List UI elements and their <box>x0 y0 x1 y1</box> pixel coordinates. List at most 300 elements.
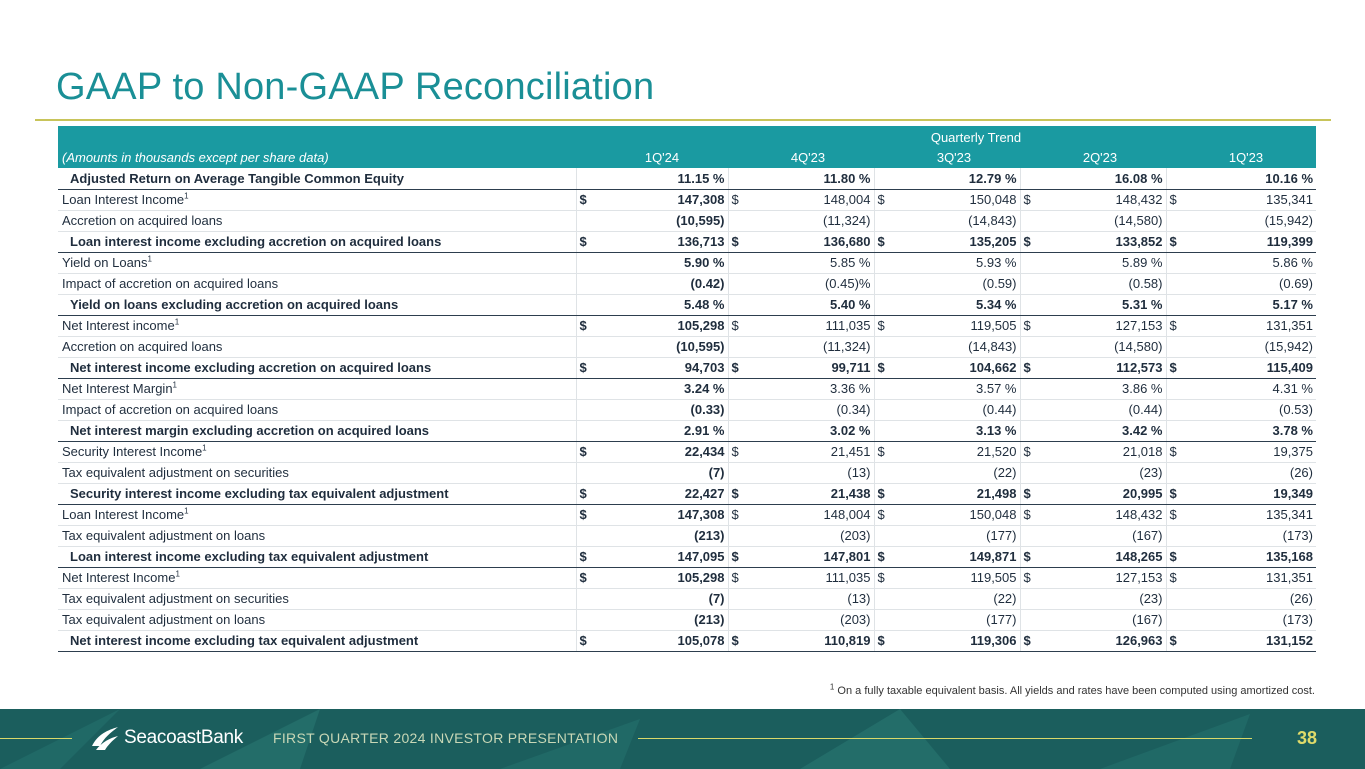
row-label-text: Net Interest Margin <box>62 381 173 396</box>
cell-value: (0.34) <box>836 402 871 417</box>
row-label-text: Accretion on acquired loans <box>62 339 223 354</box>
cell-value: 3.36 % <box>830 381 871 396</box>
cell-value: 147,308 <box>677 192 725 207</box>
value-cell <box>874 567 1020 588</box>
cell-value: 19,375 <box>1273 444 1313 459</box>
currency-symbol <box>878 171 890 186</box>
cell-value: 148,004 <box>823 507 871 522</box>
currency-symbol <box>580 276 592 291</box>
currency-symbol: $ <box>877 507 885 522</box>
value-cell <box>1020 567 1166 588</box>
cell-value: 110,819 <box>824 633 871 648</box>
value-cell <box>874 420 1020 441</box>
value-cell <box>576 252 728 273</box>
value-cell <box>1166 294 1316 315</box>
currency-symbol: $ <box>877 633 885 648</box>
currency-symbol: $ <box>1169 318 1177 333</box>
cell-value: (14,843) <box>968 339 1017 354</box>
value-cell <box>874 189 1020 210</box>
value-cell <box>1166 630 1316 651</box>
cell-value: 20,995 <box>1122 486 1163 501</box>
currency-symbol: $ <box>579 570 587 585</box>
cell-value: (7) <box>708 465 725 480</box>
currency-symbol: $ <box>1023 549 1031 564</box>
currency-symbol: $ <box>731 360 739 375</box>
value-cell <box>1020 252 1166 273</box>
cell-value: 149,871 <box>969 549 1017 564</box>
table-row <box>58 525 1316 546</box>
cell-value: (0.44) <box>982 402 1017 417</box>
value-cell <box>1020 462 1166 483</box>
value-cell <box>728 630 874 651</box>
value-cell <box>1166 462 1316 483</box>
table-row <box>58 504 1316 525</box>
value-cell <box>874 588 1020 609</box>
value-cell <box>728 609 874 630</box>
row-label <box>58 504 576 525</box>
row-label-text: Tax equivalent adjustment on loans <box>62 612 266 627</box>
cell-value: (10,595) <box>676 213 725 228</box>
value-cell <box>728 525 874 546</box>
cell-value: (167) <box>1132 612 1163 627</box>
value-cell <box>874 336 1020 357</box>
currency-symbol <box>878 591 890 606</box>
cell-value: 21,018 <box>1122 444 1163 459</box>
cell-value: 135,341 <box>1266 192 1313 207</box>
cell-value: (173) <box>1282 612 1313 627</box>
value-cell <box>576 168 728 189</box>
currency-symbol <box>580 255 592 270</box>
footnote-ref: 1 <box>202 443 207 453</box>
value-cell <box>874 399 1020 420</box>
value-cell <box>1020 357 1166 378</box>
footnote <box>829 682 1315 697</box>
value-cell <box>874 525 1020 546</box>
currency-symbol: $ <box>1023 486 1031 501</box>
currency-symbol <box>580 171 592 186</box>
value-cell <box>576 609 728 630</box>
value-cell <box>728 567 874 588</box>
cell-value: 131,351 <box>1266 318 1313 333</box>
row-label-text: Impact of accretion on acquired loans <box>62 276 279 291</box>
cell-value: 11.80 % <box>823 170 871 186</box>
cell-value: 135,341 <box>1266 507 1313 522</box>
cell-value: (167) <box>1132 528 1163 543</box>
cell-value: 94,703 <box>684 360 725 375</box>
currency-symbol: $ <box>1023 318 1031 333</box>
cell-value: (13) <box>847 465 871 480</box>
cell-value: (203) <box>840 612 871 627</box>
currency-symbol <box>732 339 744 354</box>
cell-value: 19,349 <box>1273 486 1313 501</box>
cell-value: 10.16 % <box>1265 170 1313 186</box>
currency-symbol <box>1024 297 1036 312</box>
value-cell <box>728 273 874 294</box>
value-cell <box>728 252 874 273</box>
value-cell <box>728 315 874 336</box>
row-label <box>58 378 576 399</box>
value-cell <box>1020 273 1166 294</box>
cell-value: (0.42) <box>690 276 725 291</box>
currency-symbol <box>1170 339 1182 354</box>
cell-value: 119,505 <box>970 570 1017 585</box>
table-row <box>58 588 1316 609</box>
currency-symbol <box>732 381 744 396</box>
seacoast-logo <box>90 723 243 753</box>
row-label <box>58 231 576 252</box>
row-label-text: Security Interest Income <box>62 444 203 459</box>
value-cell <box>728 399 874 420</box>
value-cell <box>1020 378 1166 399</box>
cell-value: 147,308 <box>677 507 725 522</box>
value-cell <box>1166 273 1316 294</box>
value-cell <box>576 441 728 462</box>
table-row <box>58 399 1316 420</box>
row-label-text: Yield on loans excluding accretion on acquired loans <box>70 297 399 312</box>
currency-symbol <box>878 255 890 270</box>
currency-symbol <box>732 591 744 606</box>
table-row <box>58 546 1316 567</box>
currency-symbol: $ <box>731 192 739 207</box>
value-cell <box>576 294 728 315</box>
currency-symbol <box>580 339 592 354</box>
currency-symbol: $ <box>731 570 739 585</box>
cell-value: (22) <box>993 465 1017 480</box>
value-cell <box>1166 504 1316 525</box>
value-cell <box>1166 252 1316 273</box>
value-cell <box>874 252 1020 273</box>
table-row <box>58 168 1316 189</box>
currency-symbol: $ <box>877 570 885 585</box>
table-row <box>58 462 1316 483</box>
currency-symbol <box>878 339 890 354</box>
cell-value: 119,306 <box>970 633 1017 648</box>
currency-symbol: $ <box>579 549 587 564</box>
table-row <box>58 483 1316 504</box>
currency-symbol <box>580 423 592 438</box>
row-label-text: Net interest income excluding tax equivalent adjustment <box>70 633 419 648</box>
cell-value: 148,265 <box>1115 549 1163 564</box>
row-label-text: Loan Interest Income <box>62 507 185 522</box>
cell-value: 133,852 <box>1115 234 1163 249</box>
currency-symbol: $ <box>1023 192 1031 207</box>
value-cell <box>1166 609 1316 630</box>
currency-symbol <box>732 255 744 270</box>
table-row <box>58 630 1316 651</box>
page-title: GAAP to Non-GAAP Reconciliation <box>56 66 655 108</box>
row-label-text: Impact of accretion on acquired loans <box>62 402 279 417</box>
row-label-text: Net interest income excluding accretion on acquired loans <box>70 360 432 375</box>
currency-symbol <box>1170 423 1182 438</box>
cell-value: 150,048 <box>969 192 1017 207</box>
currency-symbol <box>1024 381 1036 396</box>
data-table <box>58 168 1316 652</box>
cell-value: (10,595) <box>676 339 725 354</box>
value-cell <box>728 210 874 231</box>
value-cell <box>728 441 874 462</box>
row-label-text: Security interest income excluding tax equivalent adjustment <box>70 486 449 501</box>
value-cell <box>874 273 1020 294</box>
cell-value: 16.08 % <box>1114 170 1163 186</box>
cell-value: 111,035 <box>825 570 871 585</box>
table-row <box>58 273 1316 294</box>
table-row <box>58 441 1316 462</box>
units-note: (Amounts in thousands except per share data) <box>62 150 329 165</box>
cell-value: (14,580) <box>1114 213 1163 228</box>
value-cell <box>576 315 728 336</box>
currency-symbol <box>1024 213 1036 228</box>
currency-symbol: $ <box>731 234 739 249</box>
row-label <box>58 294 576 315</box>
currency-symbol: $ <box>1169 570 1177 585</box>
footer-rule-left <box>0 738 72 739</box>
seacoast-wave-icon <box>90 724 120 752</box>
currency-symbol <box>732 528 744 543</box>
cell-value: 22,434 <box>684 444 725 459</box>
value-cell <box>1020 588 1166 609</box>
row-label <box>58 483 576 504</box>
currency-symbol: $ <box>1023 507 1031 522</box>
title-divider <box>35 119 1331 121</box>
currency-symbol: $ <box>877 192 885 207</box>
cell-value: 148,432 <box>1115 507 1163 522</box>
currency-symbol: $ <box>579 192 587 207</box>
column-header: 3Q'23 <box>936 150 972 165</box>
cell-value: 5.93 % <box>976 255 1017 270</box>
currency-symbol: $ <box>1023 570 1031 585</box>
row-label <box>58 546 576 567</box>
currency-symbol <box>580 297 592 312</box>
currency-symbol: $ <box>579 360 587 375</box>
row-label-text: Tax equivalent adjustment on securities <box>62 591 289 606</box>
cell-value: 131,152 <box>1266 633 1313 648</box>
currency-symbol <box>1170 276 1182 291</box>
value-cell <box>1166 336 1316 357</box>
cell-value: (203) <box>840 528 871 543</box>
currency-symbol <box>1024 255 1036 270</box>
row-label-text: Net interest margin excluding accretion on acquired loans <box>70 423 430 438</box>
currency-symbol: $ <box>731 507 739 522</box>
table-body <box>58 168 1316 651</box>
footnote-ref: 1 <box>172 380 177 390</box>
row-label-text: Loan interest income excluding accretion on acquired loans <box>70 234 442 249</box>
cell-value: 21,438 <box>830 486 871 501</box>
value-cell <box>576 525 728 546</box>
cell-value: 3.24 % <box>684 381 725 396</box>
value-cell <box>576 462 728 483</box>
value-cell <box>874 231 1020 252</box>
value-cell <box>874 504 1020 525</box>
row-label <box>58 357 576 378</box>
currency-symbol <box>878 465 890 480</box>
cell-value: (213) <box>694 528 725 543</box>
cell-value: (0.53) <box>1279 402 1313 417</box>
table-row <box>58 231 1316 252</box>
row-label <box>58 399 576 420</box>
currency-symbol <box>580 591 592 606</box>
currency-symbol: $ <box>1169 444 1177 459</box>
currency-symbol: $ <box>579 318 587 333</box>
value-cell <box>874 441 1020 462</box>
column-header: 1Q'23 <box>1228 150 1264 165</box>
currency-symbol: $ <box>731 318 739 333</box>
table-row <box>58 252 1316 273</box>
row-label <box>58 441 576 462</box>
table-row <box>58 357 1316 378</box>
footnote-ref: 1 <box>184 506 189 516</box>
row-label <box>58 210 576 231</box>
cell-value: 3.86 % <box>1122 381 1163 396</box>
value-cell <box>576 231 728 252</box>
value-cell <box>1166 189 1316 210</box>
table-row <box>58 567 1316 588</box>
cell-value: 3.57 % <box>976 381 1017 396</box>
value-cell <box>576 273 728 294</box>
cell-value: 5.89 % <box>1122 255 1163 270</box>
currency-symbol <box>1170 612 1182 627</box>
currency-symbol <box>732 612 744 627</box>
currency-symbol: $ <box>1023 633 1031 648</box>
cell-value: (0.33) <box>690 402 725 417</box>
value-cell <box>1166 168 1316 189</box>
row-label <box>58 588 576 609</box>
value-cell <box>1020 294 1166 315</box>
footnote-ref: 1 <box>184 191 189 201</box>
cell-value: (14,843) <box>968 213 1017 228</box>
cell-value: (26) <box>1289 465 1313 480</box>
currency-symbol: $ <box>1169 549 1177 564</box>
cell-value: 5.90 % <box>684 255 725 270</box>
row-label <box>58 189 576 210</box>
row-label-text: Net Interest Income <box>62 570 176 585</box>
currency-symbol: $ <box>731 486 739 501</box>
cell-value: 119,399 <box>1266 234 1313 249</box>
cell-value: 105,298 <box>677 570 725 585</box>
value-cell <box>728 231 874 252</box>
currency-symbol <box>878 276 890 291</box>
currency-symbol: $ <box>1169 192 1177 207</box>
currency-symbol <box>1170 402 1182 417</box>
currency-symbol <box>580 465 592 480</box>
currency-symbol: $ <box>1169 486 1177 501</box>
footnote-text: On a fully taxable equivalent basis. All yields and rates have been computed using amortized cost. <box>834 685 1315 697</box>
cell-value: (0.44) <box>1128 402 1163 417</box>
currency-symbol: $ <box>579 633 587 648</box>
currency-symbol <box>1024 612 1036 627</box>
value-cell <box>1020 189 1166 210</box>
value-cell <box>1166 357 1316 378</box>
footnote-ref: 1 <box>175 569 180 579</box>
currency-symbol <box>1024 171 1036 186</box>
currency-symbol <box>1170 171 1182 186</box>
cell-value: (11,324) <box>823 339 871 354</box>
currency-symbol <box>1170 213 1182 228</box>
currency-symbol: $ <box>1169 633 1177 648</box>
row-label-text: Net Interest income <box>62 318 175 333</box>
row-label <box>58 567 576 588</box>
cell-value: 3.02 % <box>830 423 871 438</box>
table-row <box>58 189 1316 210</box>
currency-symbol: $ <box>1023 444 1031 459</box>
currency-symbol <box>1170 591 1182 606</box>
row-label <box>58 609 576 630</box>
row-label-text: Accretion on acquired loans <box>62 213 223 228</box>
value-cell <box>1166 441 1316 462</box>
value-cell <box>1020 168 1166 189</box>
table-row <box>58 294 1316 315</box>
cell-value: 5.86 % <box>1272 255 1313 270</box>
value-cell <box>874 168 1020 189</box>
footnote-ref: 1 <box>174 317 180 327</box>
cell-value: (23) <box>1139 465 1163 480</box>
value-cell <box>576 546 728 567</box>
value-cell <box>576 378 728 399</box>
table-row <box>58 315 1316 336</box>
cell-value: (22) <box>993 591 1017 606</box>
row-label <box>58 525 576 546</box>
cell-value: 99,711 <box>831 360 871 375</box>
cell-value: 21,498 <box>976 486 1017 501</box>
currency-symbol: $ <box>579 507 587 522</box>
cell-value: 3.78 % <box>1272 423 1313 438</box>
footnote-ref: 1 <box>147 254 152 264</box>
cell-value: (15,942) <box>1264 339 1313 354</box>
value-cell <box>1020 399 1166 420</box>
cell-value: 127,153 <box>1115 570 1163 585</box>
value-cell <box>874 357 1020 378</box>
currency-symbol <box>732 297 744 312</box>
currency-symbol <box>1170 465 1182 480</box>
value-cell <box>1166 525 1316 546</box>
cell-value: (13) <box>847 591 871 606</box>
value-cell <box>1166 567 1316 588</box>
value-cell <box>576 357 728 378</box>
currency-symbol: $ <box>877 318 885 333</box>
row-label <box>58 315 576 336</box>
currency-symbol: $ <box>1169 234 1177 249</box>
currency-symbol <box>878 402 890 417</box>
cell-value: 2.91 % <box>684 423 725 438</box>
currency-symbol: $ <box>579 444 587 459</box>
cell-value: 135,205 <box>969 234 1017 249</box>
table-row <box>58 378 1316 399</box>
value-cell <box>728 483 874 504</box>
value-cell <box>874 210 1020 231</box>
currency-symbol <box>1024 465 1036 480</box>
currency-symbol <box>580 213 592 228</box>
footer-bar <box>0 709 1365 769</box>
cell-value: 148,432 <box>1115 192 1163 207</box>
currency-symbol <box>878 297 890 312</box>
cell-value: 21,451 <box>830 444 871 459</box>
value-cell <box>1020 336 1166 357</box>
currency-symbol: $ <box>1169 507 1177 522</box>
value-cell <box>576 336 728 357</box>
cell-value: (213) <box>694 612 725 627</box>
currency-symbol: $ <box>731 549 739 564</box>
cell-value: 136,680 <box>823 234 871 249</box>
cell-value: 136,713 <box>677 234 725 249</box>
row-label-text: Tax equivalent adjustment on securities <box>62 465 289 480</box>
cell-value: 150,048 <box>969 507 1017 522</box>
column-header: 2Q'23 <box>1082 150 1118 165</box>
currency-symbol <box>1024 276 1036 291</box>
value-cell <box>728 462 874 483</box>
value-cell <box>1166 231 1316 252</box>
cell-value: 131,351 <box>1266 570 1313 585</box>
value-cell <box>728 588 874 609</box>
cell-value: (23) <box>1139 591 1163 606</box>
